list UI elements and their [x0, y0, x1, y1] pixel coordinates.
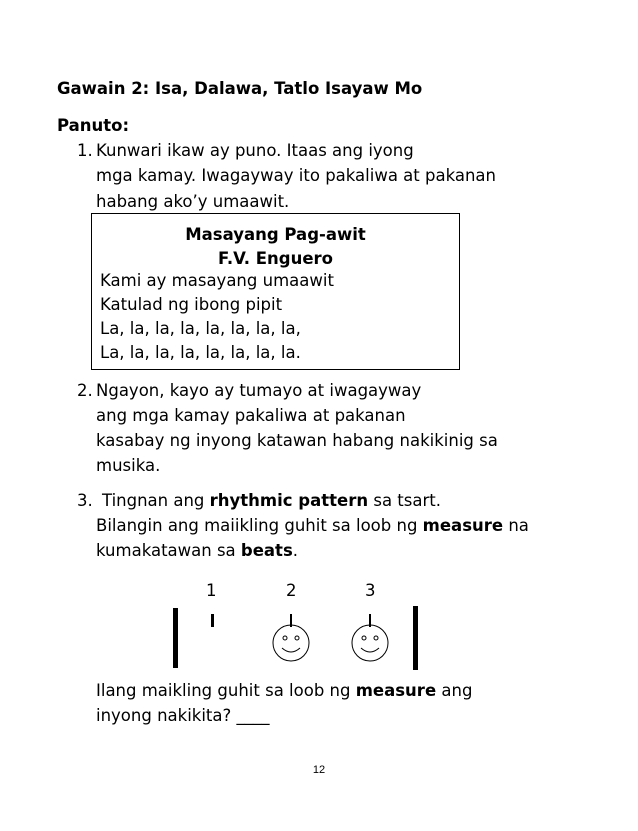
item-1-line-2: mga kamay. Iwagayway ito pakaliwa at pakanan — [96, 166, 496, 185]
item-3-line-3: kumakatawan sa beats. — [96, 541, 299, 560]
beat-label-1: 1 — [206, 581, 217, 600]
rhythmic-pattern-chart — [165, 600, 435, 675]
question-line-2: inyong nakikita? ____ — [96, 706, 270, 725]
beat-label-3: 3 — [365, 581, 376, 600]
item-1-line-3: habang ako’y umaawit. — [96, 192, 290, 211]
item-3-line-2: Bilangin ang maiikling guhit sa loob ng measure na — [96, 516, 529, 535]
item-1-line-1: Kunwari ikaw ay puno. Itaas ang iyong — [96, 141, 414, 160]
song-line-2: Katulad ng ibong pipit — [100, 295, 283, 314]
item-2-line-4: musika. — [96, 456, 161, 475]
item-3-line-1: Tingnan ang rhythmic pattern sa tsart. — [102, 491, 441, 510]
song-title: Masayang Pag-awit — [185, 225, 366, 244]
song-line-1: Kami ay masayang umaawit — [100, 271, 334, 290]
beat-stroke-1 — [211, 614, 214, 627]
song-line-4: La, la, la, la, la, la, la, la. — [100, 343, 301, 362]
activity-title: Gawain 2: Isa, Dalawa, Tatlo Isayaw Mo — [57, 79, 423, 98]
item-3-number: 3. — [77, 491, 93, 510]
song-box — [91, 213, 460, 370]
song-author: F.V. Enguero — [217, 249, 333, 268]
page-number: 12 — [312, 764, 326, 776]
question-line-1: Ilang maikling guhit sa loob ng measure ang — [96, 681, 473, 700]
beat-label-2: 2 — [286, 581, 297, 600]
item-2-line-1: Ngayon, kayo ay tumayo at iwagayway — [96, 381, 422, 400]
smiley-face-icon-2 — [352, 614, 388, 661]
measure-bar-left — [173, 608, 178, 668]
instructions-label: Panuto: — [57, 116, 130, 135]
item-2-line-3: kasabay ng inyong katawan habang nakikinig sa — [96, 431, 498, 450]
song-line-3: La, la, la, la, la, la, la, la, — [100, 319, 301, 338]
item-2-line-2: ang mga kamay pakaliwa at pakanan — [96, 406, 406, 425]
smiley-face-icon-1 — [273, 614, 309, 661]
item-2-number: 2. — [77, 381, 93, 400]
measure-bar-right — [413, 606, 418, 670]
item-1-number: 1. — [77, 141, 93, 160]
